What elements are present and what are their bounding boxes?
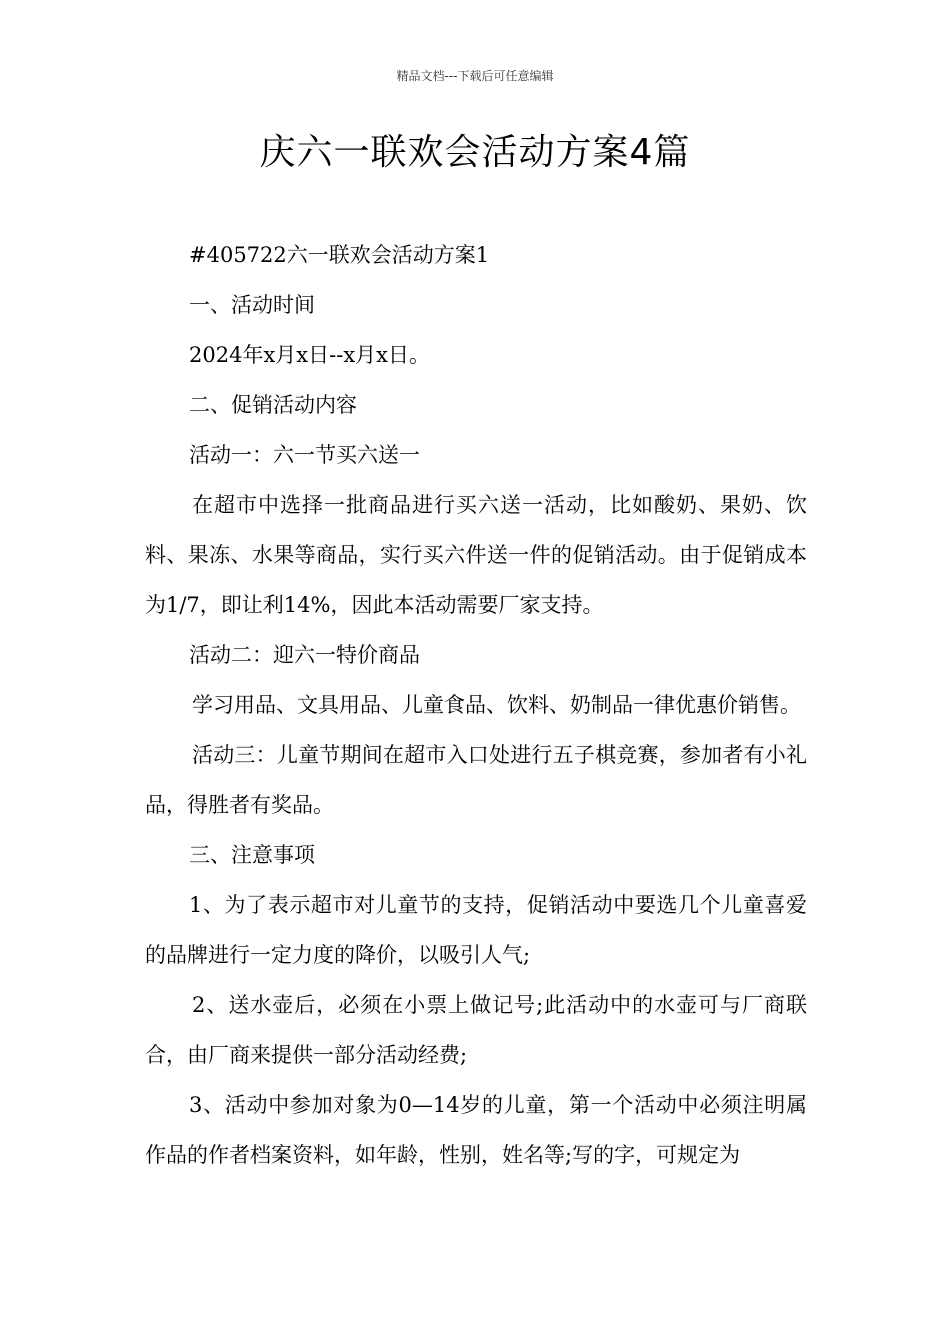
document-title: 庆六一联欢会活动方案4篇 [259,132,691,173]
document-body [145,230,807,1180]
paragraph-date-range: 2024年x月x日--x月x日。 [189,343,431,367]
paragraph-activity-three: 活动三：儿童节期间在超市入口处进行五子棋竞赛，参加者有小礼品，得胜者有奖品。 [145,743,807,817]
paragraph-note-1: 1、为了表示超市对儿童节的支持，促销活动中要选几个儿童喜爱的品牌进行一定力度的降价，以吸引人气; [145,893,807,967]
paragraph-activity-two: 学习用品、文具用品、儿童食品、饮料、奶制品一律优惠价销售。 [192,693,801,717]
section-heading-plan-1: #405722六一联欢会活动方案1 [189,243,490,267]
section-heading-promotion: 二、促销活动内容 [189,393,357,417]
activity-one-heading: 活动一：六一节买六送一 [189,443,420,467]
header-note: 精品文档---下载后可任意编辑 [396,69,554,83]
activity-two-heading: 活动二：迎六一特价商品 [189,643,420,667]
paragraph-note-2: 2、送水壶后，必须在小票上做记号;此活动中的水壶可与厂商联合，由厂商来提供一部分活动经费; [145,993,807,1067]
paragraph-note-3: 3、活动中参加对象为0—14岁的儿童，第一个活动中必须注明属作品的作者档案资料，如年龄，性别，姓名等;写的字，可规定为 [145,1093,807,1167]
section-heading-time: 一、活动时间 [189,293,315,317]
paragraph-activity-one: 在超市中选择一批商品进行买六送一活动，比如酸奶、果奶、饮料、果冻、水果等商品，实行买六件送一件的促销活动。由于促销成本为1/7，即让利14%，因此本活动需要厂家支持。 [145,493,807,617]
section-heading-notes: 三、注意事项 [189,843,315,867]
